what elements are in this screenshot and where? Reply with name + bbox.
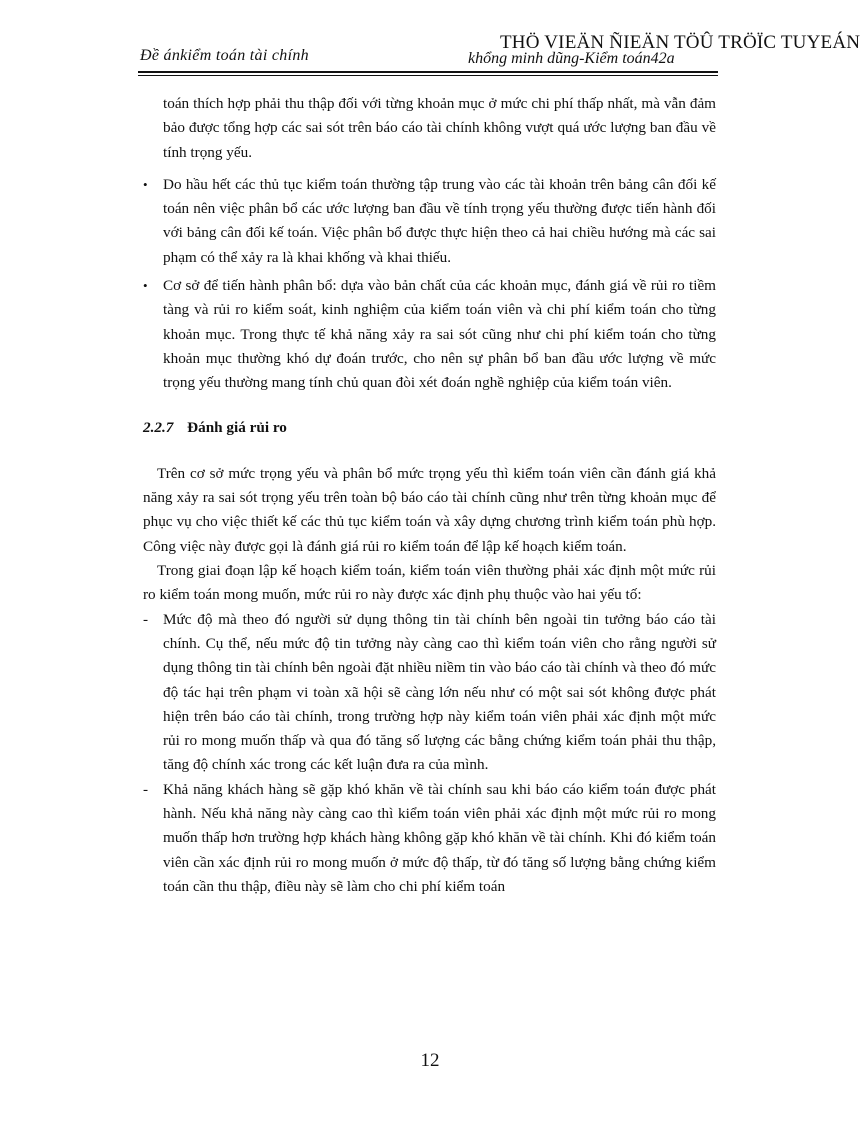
section-number: 2.2.7 (143, 418, 174, 436)
header-library-banner: THÖ VIEÄN ÑIEÄN TÖÛ TRÖÏC TUYEÁN (500, 32, 860, 53)
header-rule-thin (138, 75, 718, 76)
body-paragraph: Trên cơ sở mức trọng yếu và phân bổ mức trọng yếu thì kiểm toán viên cần đánh giá khả năng xảy ra sai sót trọng yếu trên toàn bộ báo cáo tài chính cũng như trên từng khoản mục để phục vụ cho việc thiết kế các thủ tục kiểm toán và xây dựng chương trình kiểm toán phù hợp. Công việc này được gọi là đánh giá rủi ro kiểm toán để lập kế hoạch kiểm toán. (143, 464, 716, 555)
dash-list-text: Mức độ mà theo đó người sử dụng thông tin tài chính bên ngoài tin tưởng báo cáo tài chính. Cụ thể, nếu mức độ tin tưởng này càng cao thì kiểm toán viên cho rằng người sử dụng thông tin tài chính bên ngoài đặt nhiều niềm tin vào báo cáo tài chính và theo đó mức độ tác hại trên phạm vi toàn xã hội sẽ càng lớn nếu như có một sai sót không được phát hiện trên báo cáo tài chính, trong trường hợp này kiểm toán viên phải xác định một mức rủi ro mong muốn thấp và qua đó tăng số lượng các bằng chứng kiểm toán phải thu thập, tăng độ chính xác trong các kết luận đưa ra của mình. (163, 610, 716, 774)
bullet-icon: • (143, 176, 148, 192)
dash-list-item (143, 778, 716, 899)
header-document-title: Đề ánkiểm toán tài chính (140, 47, 309, 64)
page-body (143, 92, 716, 899)
bullet-item (143, 173, 716, 270)
bullet-icon: • (143, 278, 148, 294)
section-title: Đánh giá rủi ro (187, 418, 287, 436)
section-heading (143, 416, 716, 440)
bullet-text: Do hầu hết các thủ tục kiểm toán thường tập trung vào các tài khoản trên bảng cân đối kế toán nên việc phân bổ các ước lượng ban đầu về tính trọng yếu thường được tiến hành đối với bảng cân đối kế toán. Việc phân bổ được thực hiện theo cả hai chiều hướng mà các sai phạm có thể xảy ra là khai khống và khai thiếu. (163, 175, 716, 266)
dash-list-item (143, 608, 716, 778)
dash-icon: - (143, 610, 149, 628)
bullet-item (143, 274, 716, 395)
page-number: 12 (420, 1050, 440, 1071)
bullet-text: Cơ sở để tiến hành phân bổ: dựa vào bản chất của các khoản mục, đánh giá về rủi ro tiềm tàng và rủi ro kiểm soát, kinh nghiệm của kiểm toán viên và chi phí kiểm toán cho từng khoản mục. Trong thực tế khả năng xảy ra sai sót cũng như chi phí kiểm toán cho từng khoản mục thường khó dự đoán trước, cho nên sự phân bổ ban đầu ước lượng về mức trọng yếu thường mang tính chủ quan đòi xét đoán nghề nghiệp của kiểm toán viên. (163, 277, 716, 392)
intro-continuation: toán thích hợp phải thu thập đối với từng khoản mục ở mức chi phí thấp nhất, mà vẫn đảm bảo được tổng hợp các sai sót trên báo cáo tài chính không vượt quá ước lượng ban đầu về tính trọng yếu. (163, 95, 716, 161)
body-paragraph: Trong giai đoạn lập kế hoạch kiểm toán, kiểm toán viên thường phải xác định một mức rủi ro kiểm toán mong muốn, mức rủi ro này được xác định phụ thuộc vào hai yếu tố: (143, 562, 716, 604)
header-author: khổng minh dũng-Kiểm toán42a (468, 50, 675, 67)
dash-list-text: Khả năng khách hàng sẽ gặp khó khăn về tài chính sau khi báo cáo kiểm toán được phát hành. Nếu khả năng này càng cao thì kiểm toán viên phải xác định một mức rủi ro mong muốn thấp hơn trường hợp khách hàng không gặp khó khăn về tài chính. Khi đó kiểm toán viên cần xác định rủi ro mong muốn ở mức độ thấp, từ đó tăng số lượng bằng chứng kiểm toán cần thu thập, điều này sẽ làm cho chi phí kiểm toán (163, 780, 716, 895)
header-rule (138, 71, 718, 73)
dash-icon: - (143, 780, 149, 798)
